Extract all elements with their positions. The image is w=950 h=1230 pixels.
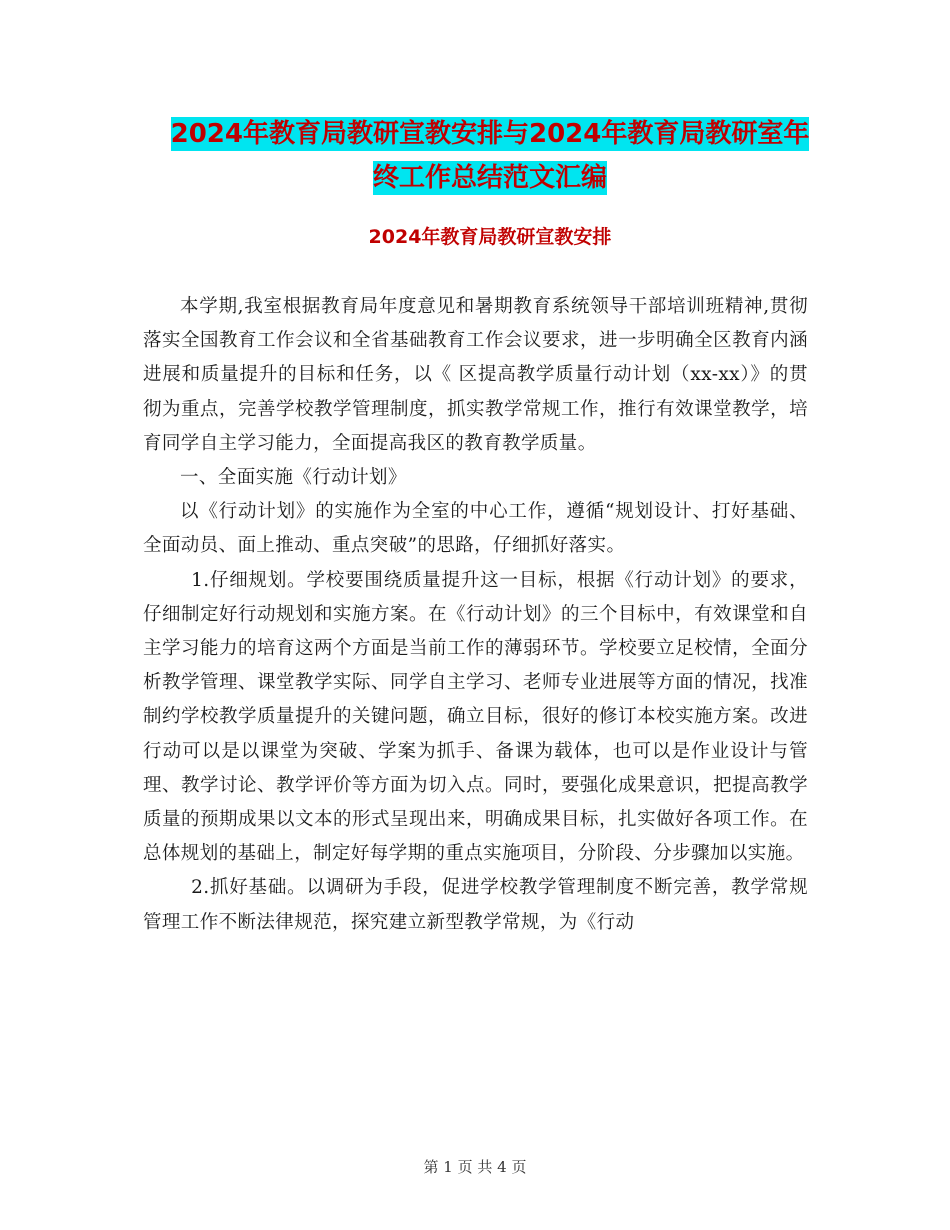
section-title: 2024年教育局教研宣教安排	[368, 226, 612, 248]
paragraph-item-2: 2.抓好基础。以调研为手段，促进学校教学管理制度不断完善，教学常规管理工作不断法律规范，探究建立新型教学常规，为《行动	[143, 877, 808, 933]
document-title-line2: 终工作总结范文汇编	[372, 163, 607, 193]
paragraph-heading-1: 一、全面实施《行动计划》	[180, 467, 407, 489]
page-footer: 第 1 页 共 4 页	[423, 1158, 527, 1176]
paragraph-intro: 本学期,我室根据教育局年度意见和暑期教育系统领导干部培训班精神,贯彻落实全国教育工作会议和全省基础教育工作会议要求，进一步明确全区教育内涵进展和质量提升的目标和任务，以《 区提高教学质量行动计划（xx-xx）》的贯彻为重点，完善学校教学管理制度，抓实教学常规工作，推行有效课堂教学，培育同学自主学习能力，全面提高我区的教育教学质量。	[143, 296, 808, 454]
document-title	[140, 112, 840, 200]
paragraph-overview: 以《行动计划》的实施作为全室的中心工作，遵循“规划设计、打好基础、全面动员、面上推动、重点突破”的思路，仔细抓好落实。	[143, 501, 808, 557]
document-title-line1: 2024年教育局教研宣教安排与2024年教育局教研室年	[170, 119, 810, 149]
document-body	[143, 290, 808, 940]
paragraph-item-1: 1.仔细规划。学校要围绕质量提升这一目标，根据《行动计划》的要求，仔细制定好行动规划和实施方案。在《行动计划》的三个目标中，有效课堂和自主学习能力的培育这两个方面是当前工作的薄弱环节。学校要立足校情，全面分析教学管理、课堂教学实际、同学自主学习、老师专业进展等方面的情况，找准制约学校教学质量提升的关键问题，确立目标，很好的修订本校实施方案。改进行动可以是以课堂为突破、学案为抓手、备课为载体，也可以是作业设计与管理、教学讨论、教学评价等方面为切入点。同时，要强化成果意识，把提高教学质量的预期成果以文本的形式呈现出来，明确成果目标，扎实做好各项工作。在总体规划的基础上，制定好每学期的重点实施项目，分阶段、分步骤加以实施。	[143, 569, 808, 865]
